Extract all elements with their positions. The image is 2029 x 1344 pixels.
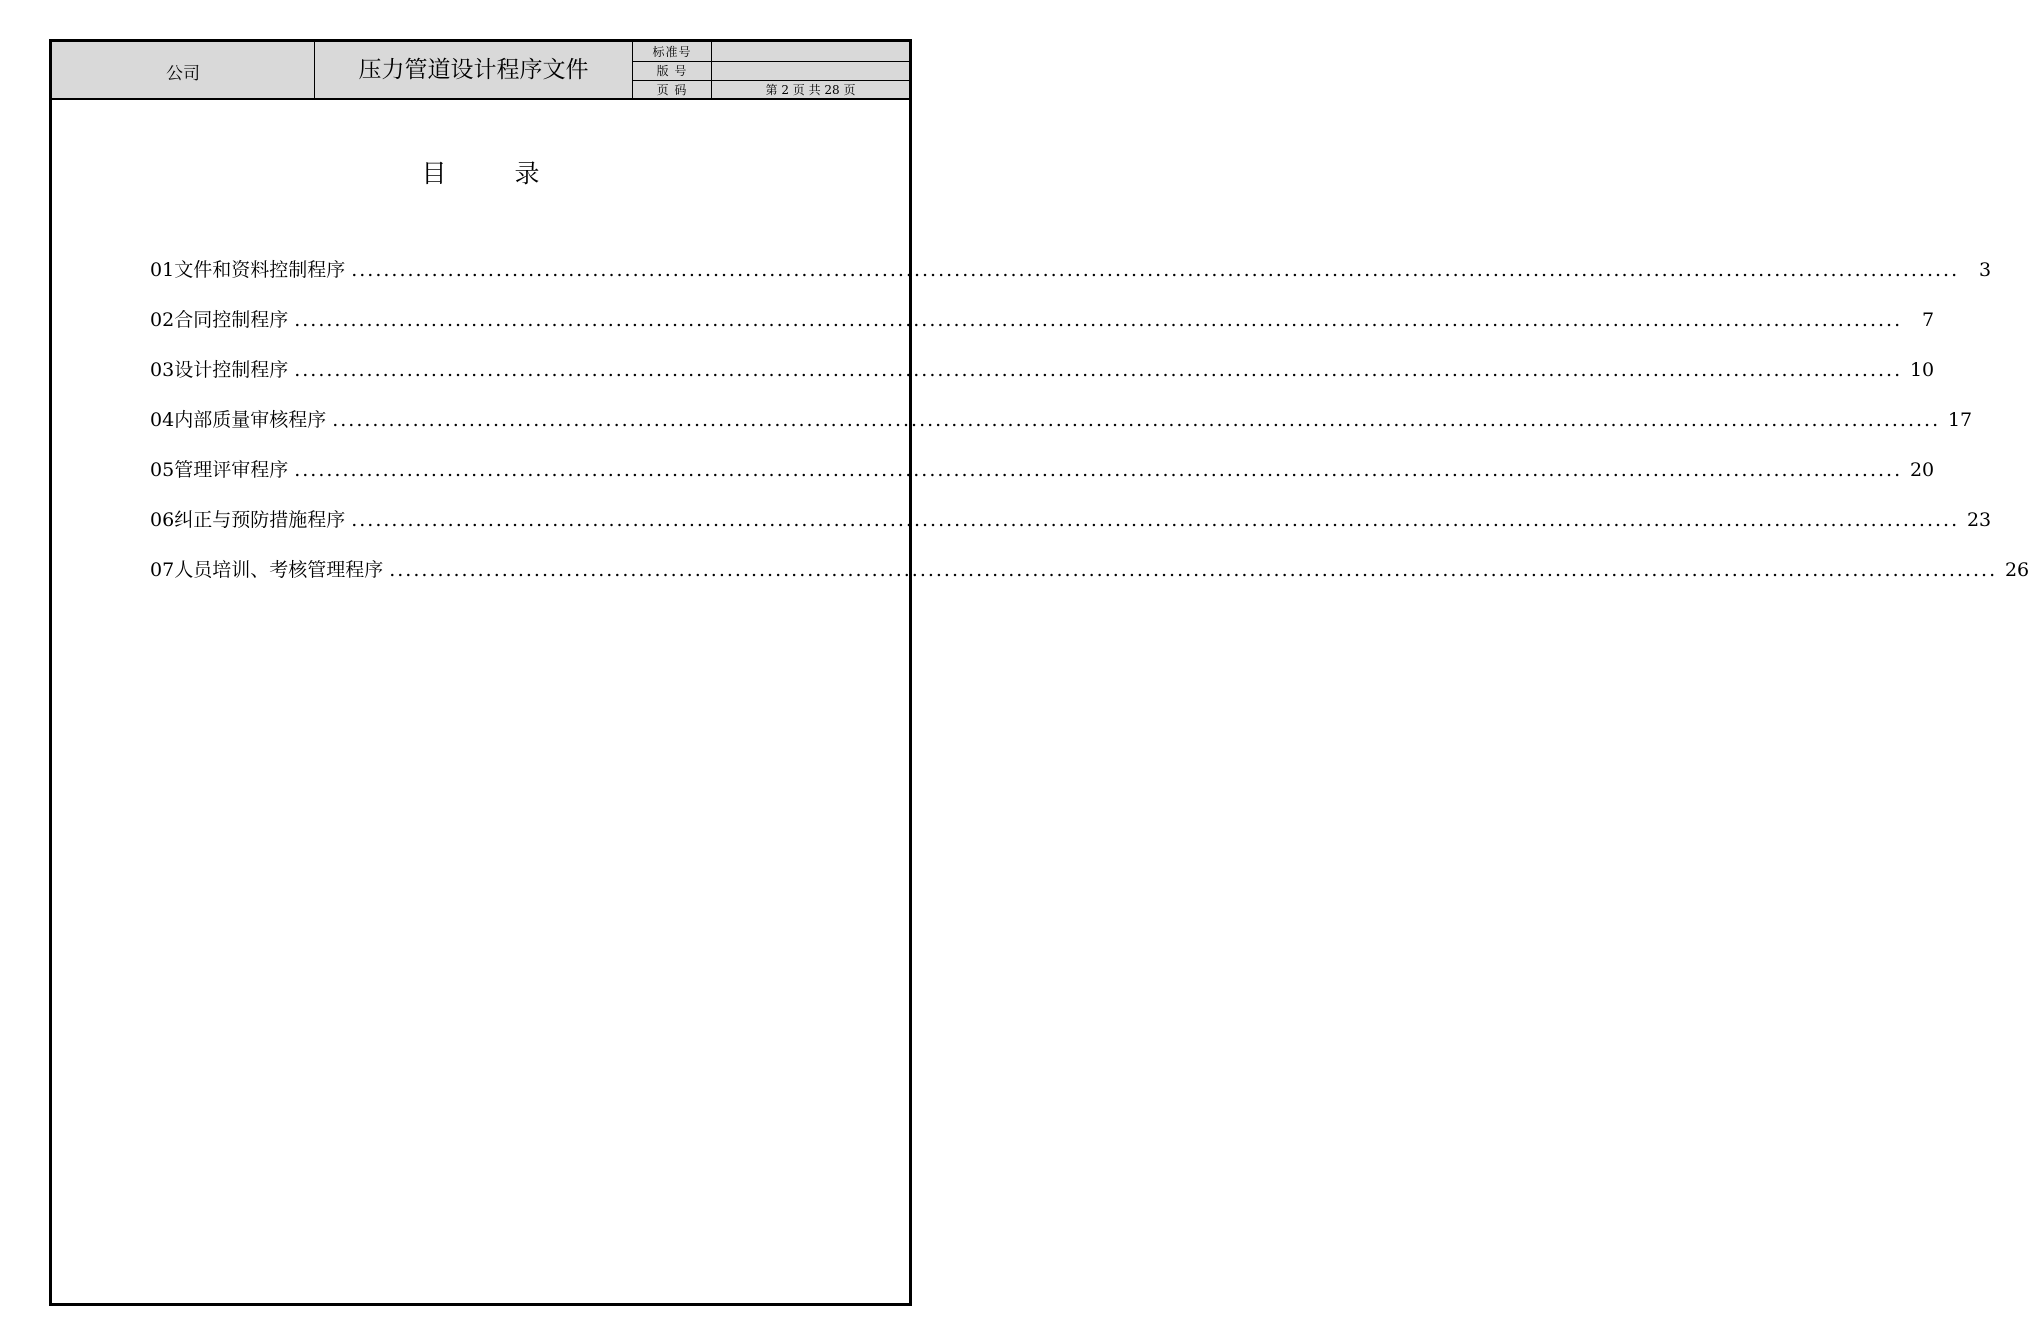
company-name: 公司	[52, 42, 315, 98]
table-of-contents	[150, 255, 2029, 605]
toc-entry-number: 06	[150, 509, 175, 531]
page-row	[633, 80, 909, 98]
toc-entry-number: 03	[150, 359, 175, 381]
toc-leader-dots: ........................................................................................................................................................................................................	[294, 459, 1903, 481]
toc-entry-title: 纠正与预防措施程序	[174, 509, 346, 531]
toc-entry[interactable]	[150, 405, 1973, 455]
toc-leader-dots: ........................................................................................................................................................................................................	[294, 309, 1903, 331]
toc-entry-page: 10	[1909, 359, 1935, 381]
standard-no-label: 标准号	[633, 42, 712, 61]
version-label: 版 号	[633, 61, 712, 80]
toc-heading: 目录	[421, 159, 608, 188]
toc-entry[interactable]	[150, 555, 2029, 605]
toc-entry-title: 合同控制程序	[174, 309, 289, 331]
toc-leader-dots: ........................................................................................................................................................................................................	[351, 259, 1960, 281]
toc-entry[interactable]	[150, 505, 1992, 555]
version-value	[712, 61, 909, 80]
toc-entry[interactable]	[150, 305, 1935, 355]
standard-no-row	[633, 42, 909, 62]
toc-leader-dots: ........................................................................................................................................................................................................	[332, 409, 1941, 431]
toc-entry-number: 07	[150, 559, 175, 581]
toc-entry-number: 04	[150, 409, 175, 431]
toc-entry-page: 20	[1909, 459, 1935, 481]
toc-entry-number: 01	[150, 259, 175, 281]
toc-entry-title: 内部质量审核程序	[174, 409, 327, 431]
toc-entry-title: 人员培训、考核管理程序	[174, 559, 384, 581]
page-value: 第 2 页 共 28 页	[765, 82, 856, 97]
toc-entry-title: 文件和资料控制程序	[174, 259, 346, 281]
toc-leader-dots: ........................................................................................................................................................................................................	[351, 509, 1960, 531]
toc-entry[interactable]	[150, 355, 1935, 405]
toc-leader-dots: ........................................................................................................................................................................................................	[389, 559, 1998, 581]
toc-entry-page: 3	[1979, 259, 1992, 281]
document-header	[52, 42, 909, 100]
toc-entry[interactable]	[150, 455, 1935, 505]
standard-no-value	[712, 42, 909, 61]
document-page	[49, 39, 2029, 1306]
toc-entry-page: 7	[1922, 309, 1935, 331]
document-title: 压力管道设计程序文件	[315, 42, 633, 98]
toc-entry-number: 05	[150, 459, 175, 481]
toc-entry-title: 管理评审程序	[174, 459, 289, 481]
document-meta-table	[633, 42, 909, 98]
toc-entry-page: 17	[1947, 409, 1973, 431]
toc-entry-page: 26	[2004, 559, 2029, 581]
page-label: 页 码	[633, 80, 712, 98]
toc-leader-dots: ........................................................................................................................................................................................................	[294, 359, 1903, 381]
toc-entry-page: 23	[1966, 509, 1992, 531]
toc-entry[interactable]	[150, 255, 1992, 305]
toc-entry-number: 02	[150, 309, 175, 331]
version-row	[633, 61, 909, 81]
toc-entry-title: 设计控制程序	[174, 359, 289, 381]
